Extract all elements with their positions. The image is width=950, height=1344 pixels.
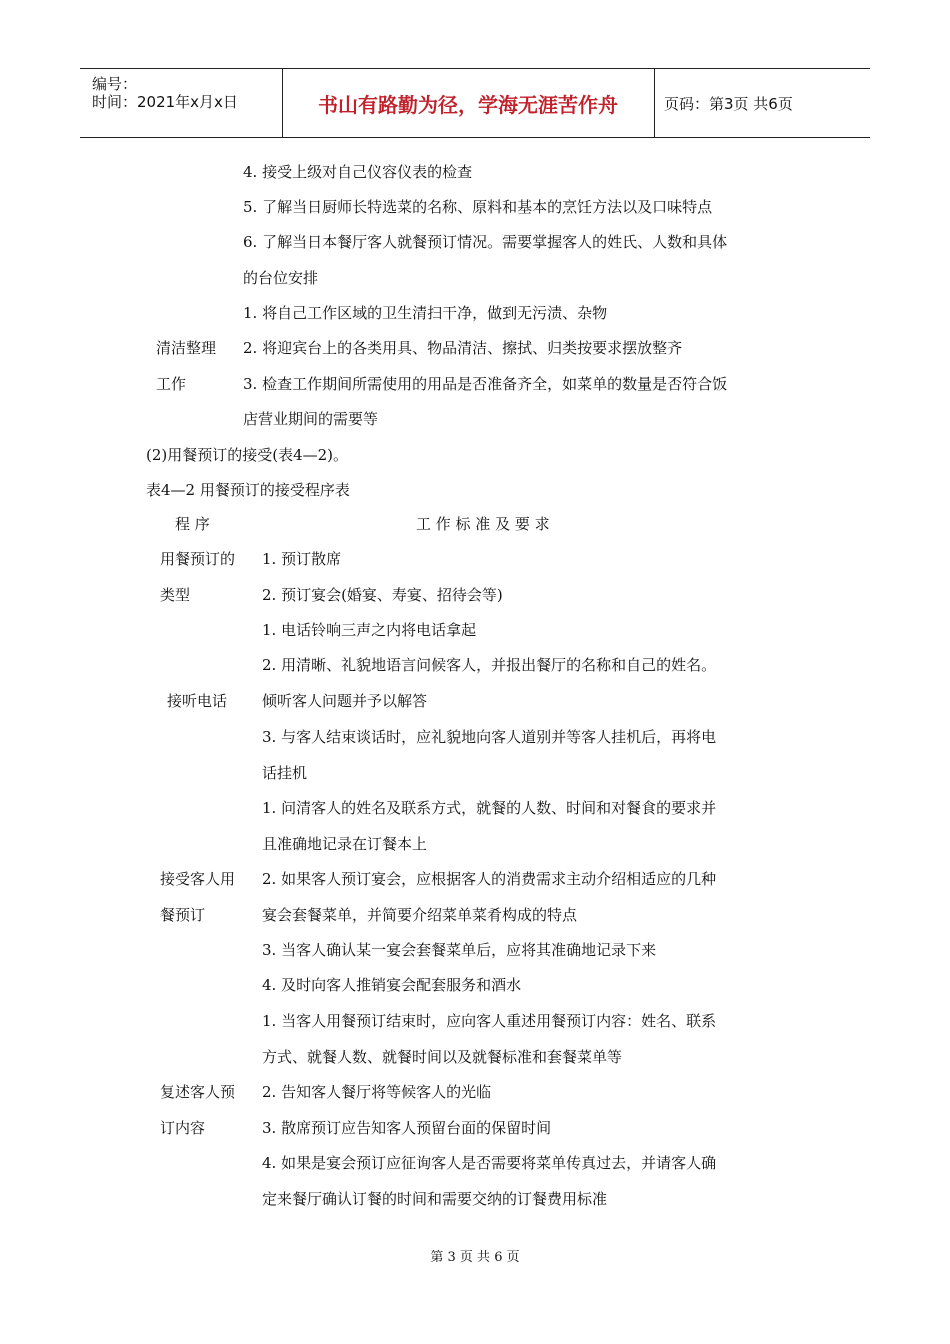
text-line: 4. 如果是宴会预订应征询客人是否需要将菜单传真过去，并请客人确 — [262, 1154, 717, 1172]
column-header-standard: 工 作 标 准 及 要 求 — [416, 515, 550, 533]
text-line: 定来餐厅确认订餐的时间和需要交纳的订餐费用标准 — [262, 1190, 608, 1208]
page-header — [80, 68, 870, 138]
text-line: 2. 将迎宾台上的各类用具、物品清洁、擦拭、归类按要求摆放整齐 — [243, 339, 683, 357]
row-label: 餐预订 — [160, 906, 206, 924]
text-line: 1. 问清客人的姓名及联系方式，就餐的人数、时间和对餐食的要求并 — [262, 799, 717, 817]
row-label: 接受客人用 — [160, 870, 236, 888]
section-heading: (2)用餐预订的接受(表4—2)。 — [146, 446, 349, 464]
text-line: 3. 检查工作期间所需使用的用品是否准备齐全，如菜单的数量是否符合饭 — [243, 375, 728, 393]
text-line: 2. 预订宴会(婚宴、寿宴、招待会等) — [262, 586, 503, 604]
header-motto: 书山有路勤为径，学海无涯苦作舟 — [282, 69, 655, 137]
header-meta — [80, 69, 283, 137]
text-line: 2. 用清晰、礼貌地语言问候客人，并报出餐厅的名称和自己的姓名。 — [262, 656, 717, 674]
text-line: 1. 预订散席 — [262, 550, 342, 568]
text-line: 1. 将自己工作区域的卫生清扫干净，做到无污渍、杂物 — [243, 304, 608, 322]
text-line: 1. 当客人用餐预订结束时，应向客人重述用餐预订内容：姓名、联系 — [262, 1012, 717, 1030]
header-number: 编号： — [92, 75, 138, 93]
text-line: 的台位安排 — [243, 269, 319, 287]
row-label: 用餐预订的 — [160, 550, 236, 568]
text-line: 4. 及时向客人推销宴会配套服务和酒水 — [262, 976, 522, 994]
text-line: 5. 了解当日厨师长特选菜的名称、原料和基本的烹饪方法以及口味特点 — [243, 198, 713, 216]
row-label: 类型 — [160, 586, 191, 604]
text-line: 方式、就餐人数、就餐时间以及就餐标准和套餐菜单等 — [262, 1048, 623, 1066]
text-line: 2. 如果客人预订宴会，应根据客人的消费需求主动介绍相适应的几种 — [262, 870, 717, 888]
row-label: 订内容 — [160, 1119, 206, 1137]
text-line: 3. 与客人结束谈话时，应礼貌地向客人道别并等客人挂机后，再将电 — [262, 728, 717, 746]
row-label: 清洁整理 — [156, 339, 217, 357]
text-line: 2. 告知客人餐厅将等候客人的光临 — [262, 1083, 492, 1101]
row-label: 工作 — [156, 375, 187, 393]
text-line: 3. 当客人确认某一宴会套餐菜单后，应将其准确地记录下来 — [262, 941, 657, 959]
text-line: 且准确地记录在订餐本上 — [262, 835, 428, 853]
header-page-number: 页码：第3页 共6页 — [664, 94, 793, 113]
text-line: 话挂机 — [262, 764, 308, 782]
text-line: 4. 接受上级对自己仪容仪表的检查 — [243, 163, 473, 181]
table-caption: 表4—2 用餐预订的接受程序表 — [146, 481, 350, 499]
text-line: 6. 了解当日本餐厅客人就餐预订情况。需要掌握客人的姓氏、人数和具体 — [243, 233, 728, 251]
text-line: 倾听客人问题并予以解答 — [262, 692, 428, 710]
row-label: 复述客人预 — [160, 1083, 236, 1101]
text-line: 店营业期间的需要等 — [243, 410, 379, 428]
column-header-program: 程 序 — [175, 515, 210, 533]
text-line: 1. 电话铃响三声之内将电话拿起 — [262, 621, 477, 639]
text-line: 宴会套餐菜单，并简要介绍菜单菜肴构成的特点 — [262, 906, 578, 924]
row-label: 接听电话 — [167, 692, 228, 710]
header-date: 时间：2021年x月x日 — [92, 93, 238, 111]
text-line: 3. 散席预订应告知客人预留台面的保留时间 — [262, 1119, 552, 1137]
page-footer: 第 3 页 共 6 页 — [430, 1250, 520, 1265]
